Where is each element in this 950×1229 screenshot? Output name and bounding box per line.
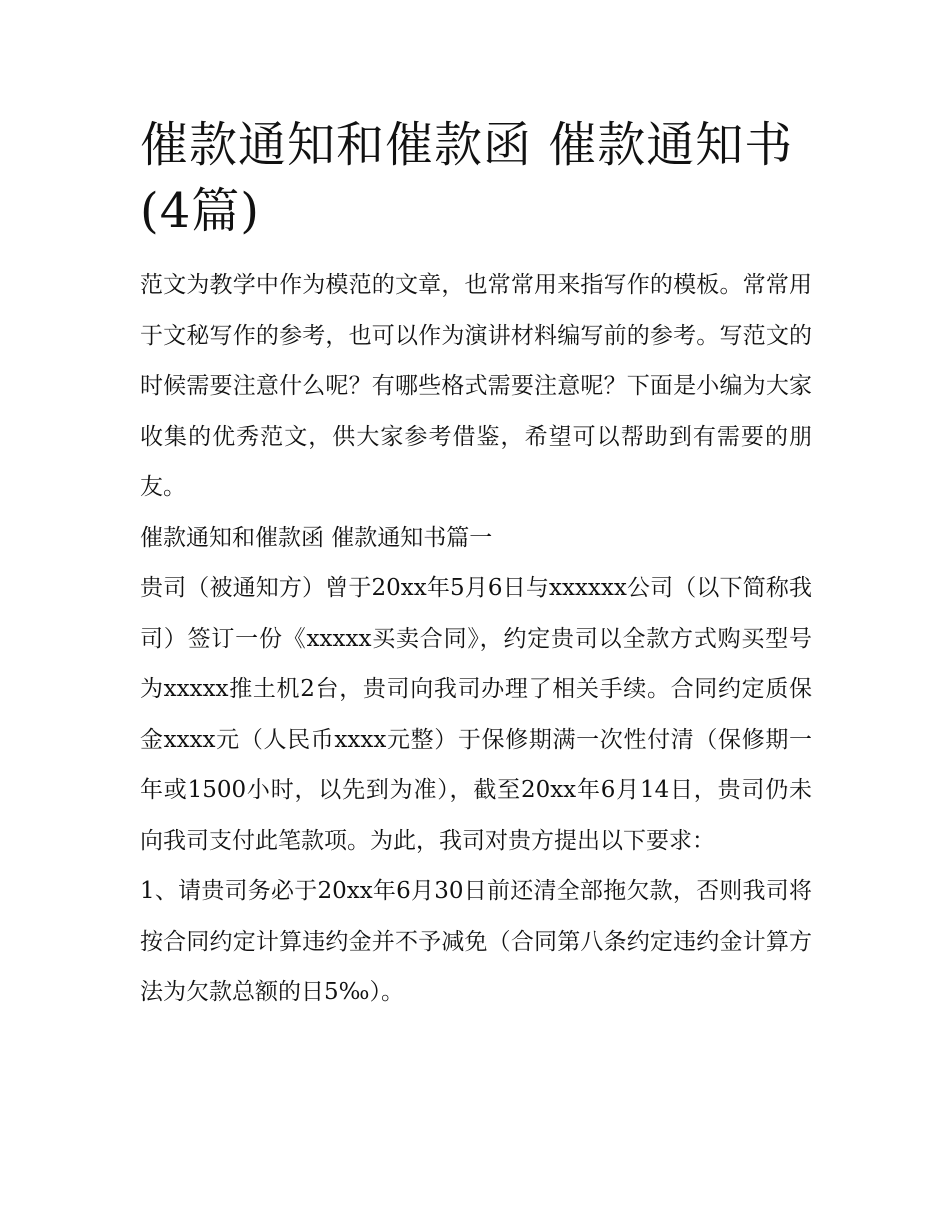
list-item: 1、请贵司务必于20xx年6月30日前还清全部拖欠款，否则我司将按合同约定计算违约金并不予减免（合同第八条约定违约金计算方法为欠款总额的日5‰）。 (140, 878, 812, 1005)
document-page (140, 112, 812, 1018)
intro-paragraph: 范文为教学中作为模范的文章，也常常用来指写作的模板。常常用于文秘写作的参考，也可以作为演讲材料编写前的参考。写范文的时候需要注意什么呢？有哪些格式需要注意呢？下面是小编为大家收集的优秀范文，供大家参考借鉴，希望可以帮助到有需要的朋友。 (140, 272, 812, 500)
body-paragraph: 贵司（被通知方）曾于20xx年5月6日与xxxxxx公司（以下简称我司）签订一份《xxxxx买卖合同》，约定贵司以全款方式购买型号为xxxxx推土机2台，贵司向我司办理了相关手续。合同约定质保金xxxx元（人民币xxxx元整）于保修期满一次性付清（保修期一年或1500小时，以先到为准），截至20xx年6月14日，贵司仍未向我司支付此笔款项。为此，我司对贵方提出以下要求： (140, 575, 812, 854)
section-heading: 催款通知和催款函 催款通知书篇一 (140, 524, 493, 551)
document-title: 催款通知和催款函 催款通知书(4篇) (140, 117, 794, 239)
